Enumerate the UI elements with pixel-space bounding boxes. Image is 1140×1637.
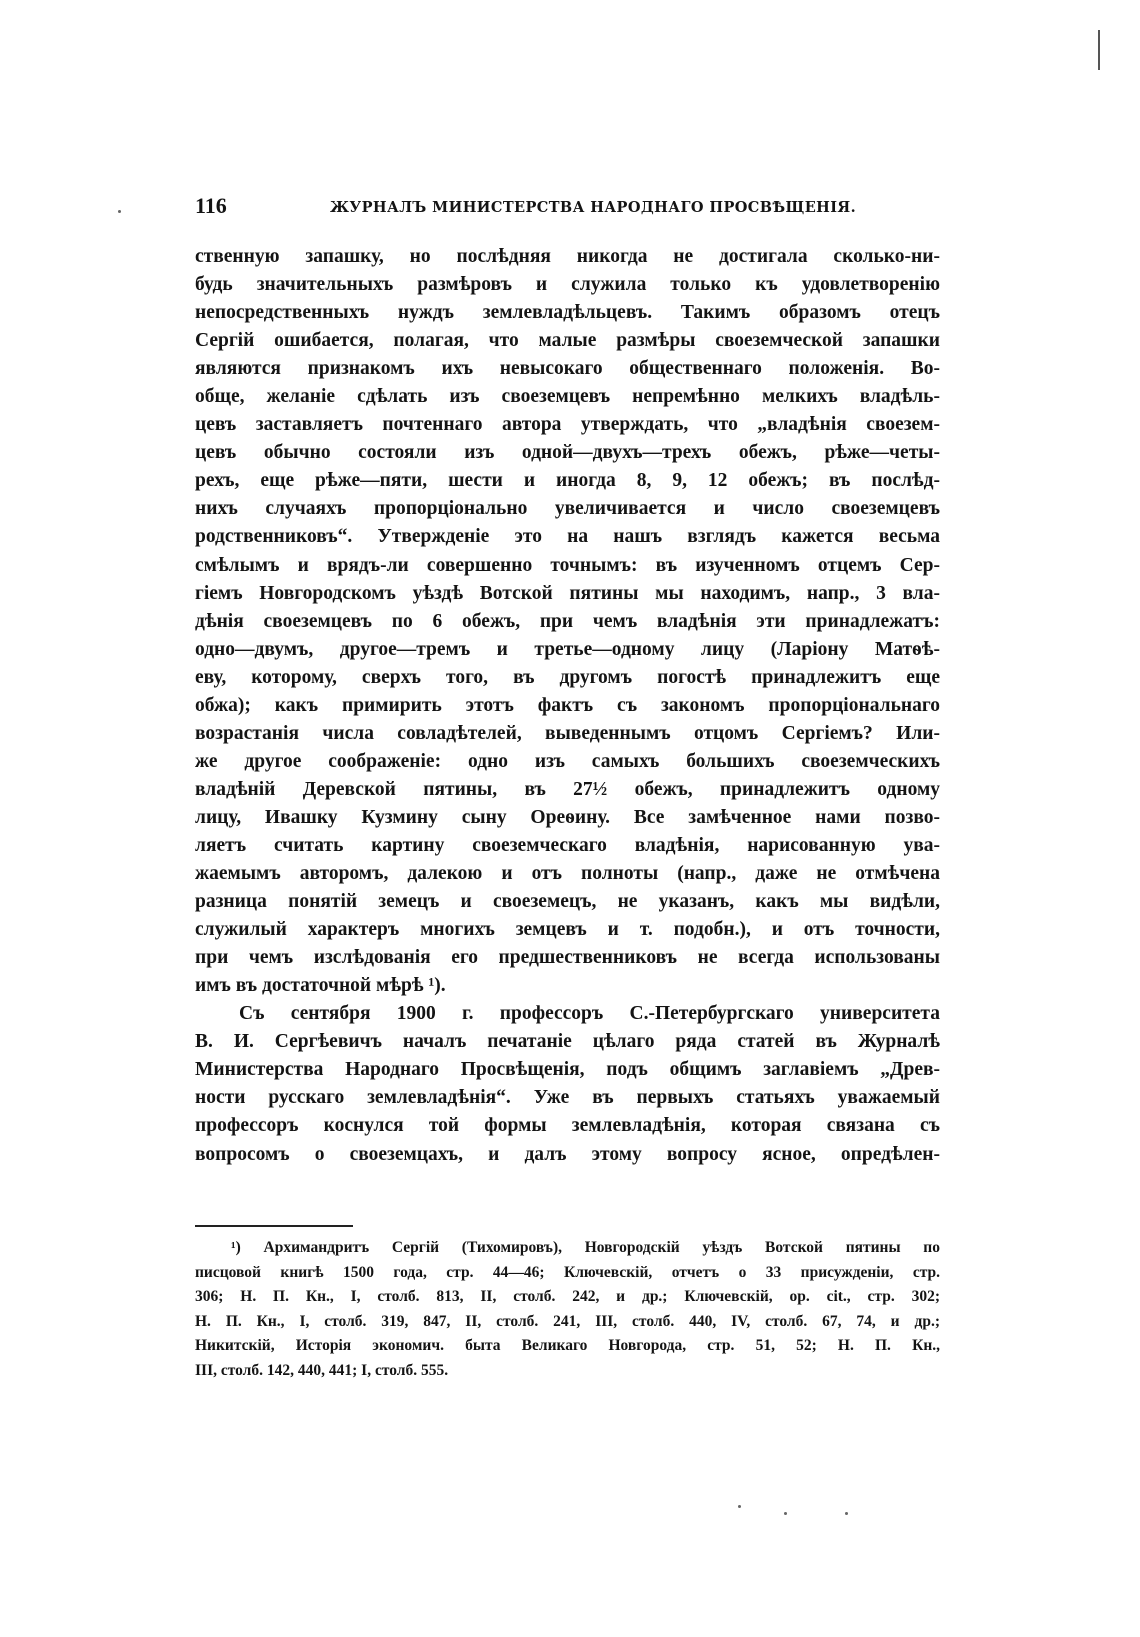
scan-speck xyxy=(738,1505,741,1508)
text-line: будь значительныхъ размѣровъ и служила только къ удовлетворенію xyxy=(195,274,940,296)
text-line: имъ въ достаточной мѣрѣ ¹). xyxy=(195,975,446,997)
scan-speck xyxy=(118,210,121,213)
page-number: 116 xyxy=(195,193,227,218)
text-line: еву, которому, сверхъ того, въ другомъ погостѣ принадлежитъ еще xyxy=(195,666,940,688)
text-line: являются признакомъ ихъ невысокаго общественнаго положенія. Во- xyxy=(195,358,940,380)
footnote-line: III, столб. 142, 440, 441; I, столб. 555. xyxy=(195,1361,449,1379)
footnote-line: ¹) Архимандритъ Сергій (Тихомировъ), Новгородскій уѣздъ Вотской пятины по xyxy=(231,1239,940,1256)
text-line: цевъ обычно состояли изъ одной—двухъ—трехъ обежъ, рѣже—четы- xyxy=(195,442,940,464)
text-line: Сергій ошибается, полагая, что малые размѣры своеземческой запашки xyxy=(195,330,940,352)
text-line: ности русскаго землевладѣнія“. Уже въ первыхъ статьяхъ уважаемый xyxy=(195,1087,940,1109)
text-line: ляетъ считать картину своеземческаго владѣнія, нарисованную ува- xyxy=(195,834,940,856)
text-line: нихъ случаяхъ пропорціонально увеличивается и число своеземцевъ xyxy=(195,498,940,520)
text-line: вопросомъ о своеземцахъ, и далъ этому вопросу ясное, опредѣлен- xyxy=(195,1143,940,1165)
text-line: дѣнія своеземцевъ по 6 обежъ, при чемъ владѣнія эти принадлежатъ: xyxy=(195,610,940,632)
text-line: служилый характеръ многихъ земцевъ и т. подобн.), и отъ точности, xyxy=(195,919,940,941)
text-line: цевъ заставляетъ почтеннаго автора утверждать, что „владѣнія своезем- xyxy=(195,414,940,436)
footnote-divider xyxy=(195,1225,353,1227)
text-line: Министерства Народнаго Просвѣщенія, подъ общимъ заглавіемъ „Древ- xyxy=(195,1059,940,1081)
footnote-line: писцовой книгѣ 1500 года, стр. 44—46; Ключевскій, отчетъ о 33 присужденіи, стр. xyxy=(195,1263,940,1281)
text-line: возрастанія числа совладѣтелей, выведеннымъ отцомъ Сергіемъ? Или- xyxy=(195,722,940,744)
text-line: обще, желаніе сдѣлать изъ своеземцевъ непремѣнно мелкихъ владѣль- xyxy=(195,386,940,408)
text-line: рехъ, еще рѣже—пяти, шести и иногда 8, 9, 12 обежъ; въ послѣд- xyxy=(195,470,940,492)
text-line: гіемъ Новгородскомъ уѣздѣ Вотской пятины мы находимъ, напр., 3 вла- xyxy=(195,582,940,604)
footnotes xyxy=(195,1236,940,1384)
text-line: же другое соображеніе: одно изъ самыхъ большихъ своеземческихъ xyxy=(195,750,940,772)
text-line: лицу, Ивашку Кузмину сыну Ореѳину. Все замѣченное нами позво- xyxy=(195,806,940,828)
text-line: жаемымъ авторомъ, далекою и отъ полноты (напр., даже не отмѣчена xyxy=(195,863,940,885)
scan-speck xyxy=(845,1512,848,1515)
text-line: родственниковъ“. Утвержденіе это на нашъ взглядъ кажется весьма xyxy=(195,526,940,548)
text-line: ственную запашку, но послѣдняя никогда не достигала сколько-ни- xyxy=(195,246,940,267)
page-header xyxy=(195,193,940,227)
text-line: при чемъ изслѣдованія его предшественниковъ не всегда использованы xyxy=(195,947,940,969)
footnote-line: Никитскій, Исторія экономич. быта Великаго Новгорода, стр. 51, 52; Н. П. Кн., xyxy=(195,1337,940,1355)
footnote-line: 306; Н. П. Кн., I, столб. 813, II, столб. 242, и др.; Ключевскій, op. cit., стр. 302; xyxy=(195,1288,940,1306)
text-line: смѣлымъ и врядъ-ли совершенно точнымъ: въ изученномъ отцемъ Сер- xyxy=(195,554,940,576)
text-line: профессоръ коснулся той формы землевладѣнія, которая связана съ xyxy=(195,1115,940,1137)
text-line: непосредственныхъ нуждъ землевладѣльцевъ. Такимъ образомъ отецъ xyxy=(195,302,940,324)
main-text xyxy=(195,243,940,1169)
text-line: Съ сентября 1900 г. профессоръ С.-Петербургскаго университета xyxy=(239,1003,940,1025)
running-title: ЖУРНАЛЪ МИНИСТЕРСТВА НАРОДНАГО ПРОСВѢЩЕНІЯ. xyxy=(330,199,857,216)
text-line: обжа); какъ примирить этотъ фактъ съ закономъ пропорціональнаго xyxy=(195,694,940,716)
text-line: владѣній Деревской пятины, въ 27½ обежъ, принадлежитъ одному xyxy=(195,778,940,800)
text-line: разница понятій земецъ и своеземецъ, не указанъ, какъ мы видѣли, xyxy=(195,891,940,913)
text-line: В. И. Сергѣевичъ началъ печатаніе цѣлаго ряда статей въ Журналѣ xyxy=(195,1031,940,1053)
footnote-line: Н. П. Кн., I, столб. 319, 847, II, столб. 241, III, столб. 440, IV, столб. 67, 74, и др.; xyxy=(195,1312,940,1330)
scan-edge-mark xyxy=(1098,30,1100,70)
scan-speck xyxy=(784,1512,787,1515)
text-line: одно—двумъ, другое—тремъ и третье—одному лицу (Ларіону Матѳѣ- xyxy=(195,638,940,660)
